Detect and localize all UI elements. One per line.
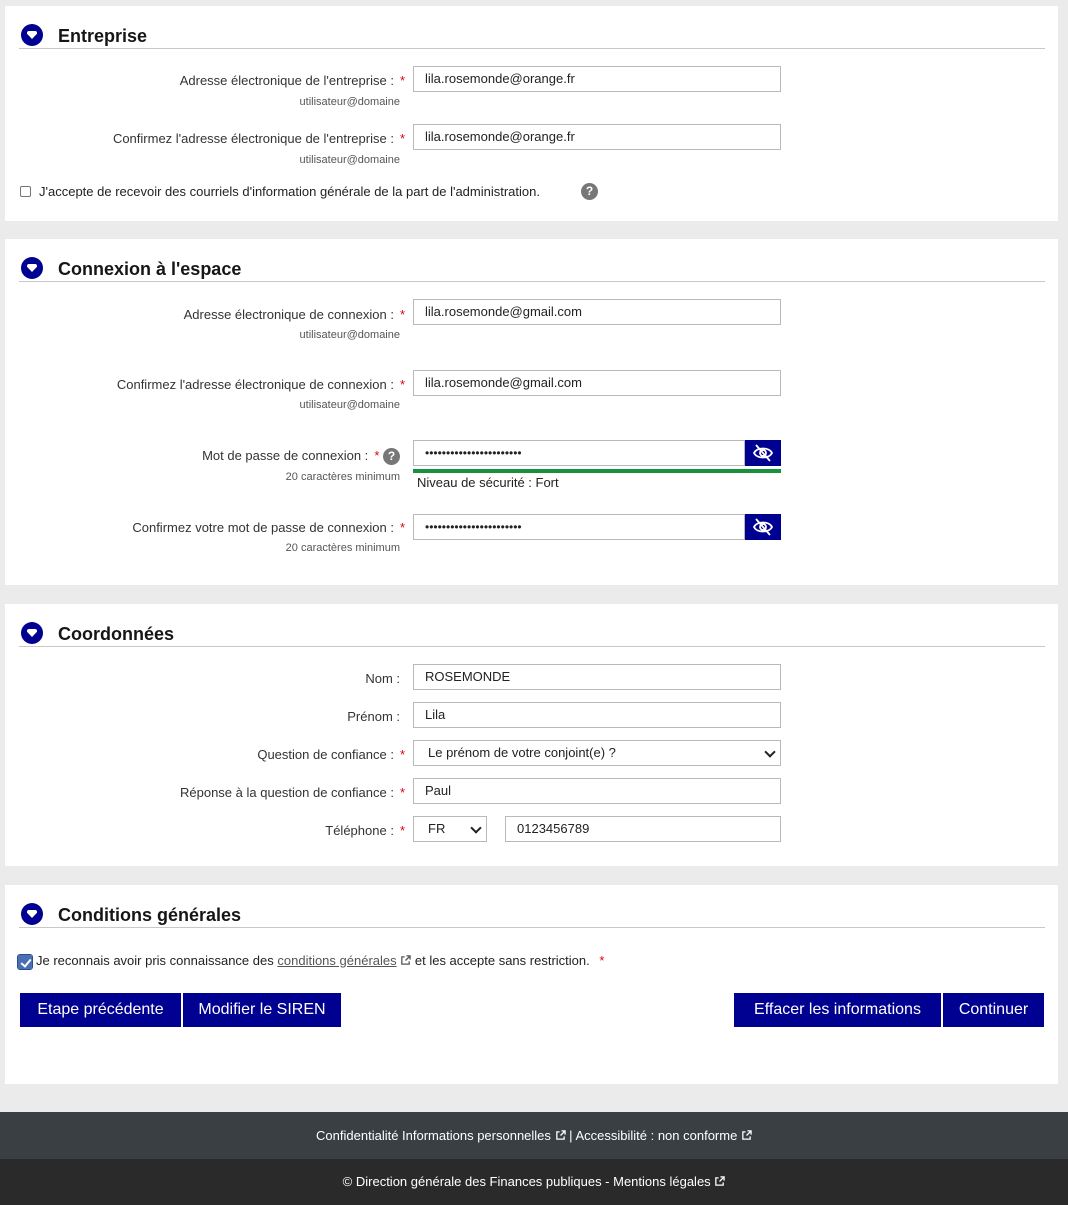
footer-links <box>0 1112 1068 1159</box>
question-select-value: Le prénom de votre conjoint(e) ? <box>428 745 616 760</box>
confirm-email-hint: utilisateur@domaine <box>299 154 400 166</box>
section-title: Connexion à l'espace <box>58 259 242 279</box>
section-coordonnees <box>5 604 1058 866</box>
prenom-input[interactable]: Lila <box>413 702 781 728</box>
company-email-input[interactable]: lila.rosemonde@orange.fr <box>413 66 781 92</box>
chevron-down-icon[interactable] <box>21 622 43 644</box>
login-email-confirm-input[interactable]: lila.rosemonde@gmail.com <box>413 370 781 396</box>
section-entreprise <box>5 6 1058 221</box>
chevron-down-icon <box>470 822 481 833</box>
login-email-input[interactable]: lila.rosemonde@gmail.com <box>413 299 781 325</box>
country-code-select[interactable] <box>413 816 487 842</box>
modify-siren-button[interactable]: Modifier le SIREN <box>183 993 341 1027</box>
reponse-label: Réponse à la question de confiance : * <box>180 785 405 800</box>
footer-legal <box>0 1159 1068 1205</box>
newsletter-label: J'accepte de recevoir des courriels d'information générale de la part de l'administration. <box>39 184 540 199</box>
telephone-input[interactable]: 0123456789 <box>505 816 781 842</box>
help-icon[interactable]: ? <box>383 448 400 465</box>
section-header[interactable] <box>19 898 1045 928</box>
section-title: Coordonnées <box>58 624 175 644</box>
accept-terms-checkbox[interactable] <box>18 955 32 969</box>
external-link-icon <box>714 1176 725 1187</box>
company-email-confirm-input[interactable]: lila.rosemonde@orange.fr <box>413 124 781 150</box>
confirm-email-label: Confirmez l'adresse électronique de l'entreprise : * <box>112 131 405 146</box>
toggle-password-visibility-button[interactable] <box>745 440 781 466</box>
reponse-input[interactable]: Paul <box>413 778 781 804</box>
footer-separator: | <box>569 1128 573 1143</box>
chevron-down-icon[interactable] <box>21 903 43 925</box>
password-hint: 20 caractères minimum <box>285 471 400 483</box>
section-connexion <box>5 239 1058 585</box>
terms-link[interactable]: conditions générales <box>277 953 397 968</box>
password-strength-bar <box>413 469 781 473</box>
continue-button[interactable]: Continuer <box>943 993 1044 1027</box>
email-hint: utilisateur@domaine <box>299 96 400 108</box>
section-conditions <box>5 885 1058 1084</box>
login-email-label: Adresse électronique de connexion : * <box>183 307 405 322</box>
section-title: Entreprise <box>58 26 148 46</box>
password-label: Mot de passe de connexion : * ? <box>202 448 400 465</box>
nom-label: Nom : <box>365 671 400 686</box>
telephone-label: Téléphone : * <box>325 823 405 838</box>
chevron-down-icon[interactable] <box>21 257 43 279</box>
accept-terms-label: Je reconnais avoir pris connaissance des conditions générales et les accepte sans restriction. * <box>36 953 605 968</box>
chevron-down-icon <box>764 746 775 757</box>
eye-slash-icon <box>752 517 774 537</box>
section-title: Conditions générales <box>58 905 242 925</box>
previous-step-button[interactable]: Etape précédente <box>20 993 181 1027</box>
prenom-label: Prénom : <box>347 709 400 724</box>
password-strength-text: Niveau de sécurité : Fort <box>417 475 559 490</box>
password-confirm-hint: 20 caractères minimum <box>285 542 400 554</box>
newsletter-checkbox[interactable] <box>20 186 31 197</box>
login-email-hint: utilisateur@domaine <box>299 329 400 341</box>
question-select[interactable] <box>413 740 781 766</box>
help-icon[interactable]: ? <box>581 183 598 200</box>
password-confirm-input[interactable]: ••••••••••••••••••••••• <box>413 514 745 540</box>
external-link-icon <box>741 1130 752 1141</box>
password-input[interactable]: ••••••••••••••••••••••• <box>413 440 745 466</box>
login-email-confirm-hint: utilisateur@domaine <box>299 399 400 411</box>
accessibility-link[interactable]: Accessibilité : non conforme <box>575 1128 738 1143</box>
country-code-value: FR <box>428 821 446 836</box>
login-email-confirm-label: Confirmez l'adresse électronique de connexion : * <box>116 377 405 392</box>
section-header[interactable] <box>19 19 1045 49</box>
section-header[interactable] <box>19 252 1045 282</box>
external-link-icon <box>400 955 411 966</box>
clear-form-button[interactable]: Effacer les informations <box>734 993 941 1027</box>
question-label: Question de confiance : * <box>257 747 405 762</box>
privacy-link[interactable]: Confidentialité Informations personnelles <box>316 1128 551 1143</box>
nom-input[interactable]: ROSEMONDE <box>413 664 781 690</box>
password-confirm-label: Confirmez votre mot de passe de connexion : * <box>132 520 405 535</box>
eye-slash-icon <box>752 443 774 463</box>
toggle-password-confirm-visibility-button[interactable] <box>745 514 781 540</box>
legal-notice-link[interactable]: © Direction générale des Finances publiques - Mentions légales <box>342 1174 711 1189</box>
external-link-icon <box>555 1130 566 1141</box>
chevron-down-icon[interactable] <box>21 24 43 46</box>
email-label: Adresse électronique de l'entreprise : * <box>179 73 405 88</box>
section-header[interactable] <box>19 617 1045 647</box>
